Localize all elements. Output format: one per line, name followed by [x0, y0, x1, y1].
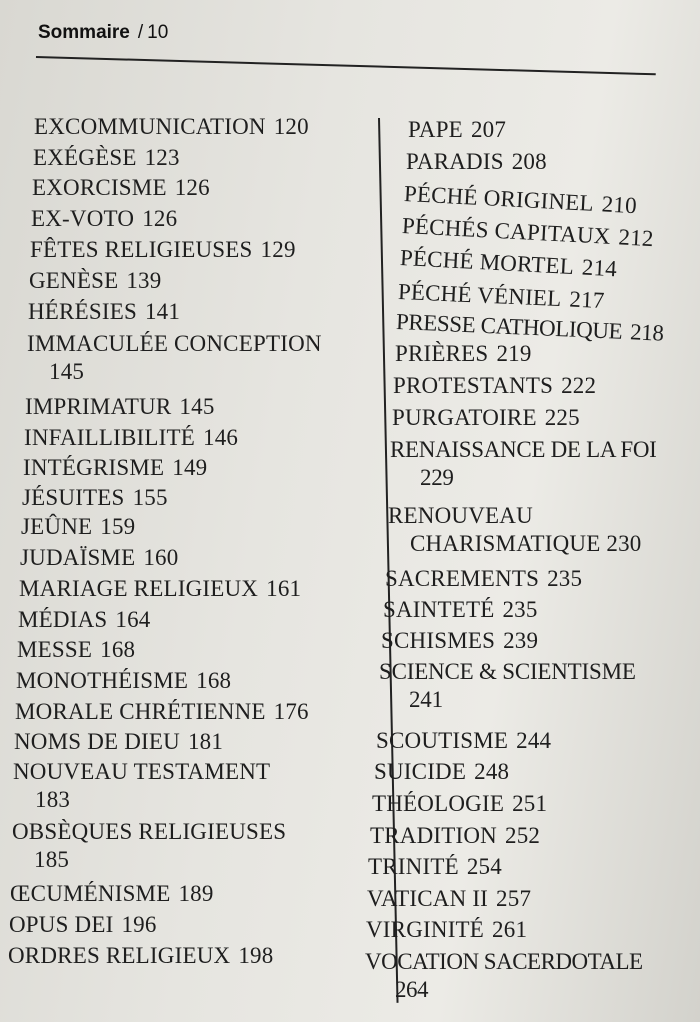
entry-term: SCHISMES [381, 628, 496, 653]
entry-term: VIRGINITÉ [366, 917, 485, 942]
entry-term: PAPE [408, 117, 463, 142]
entry-page: 189 [178, 881, 214, 906]
entry-term: NOUVEAU TESTAMENT [13, 759, 271, 784]
entry-page: 141 [144, 299, 181, 324]
entry-page: 219 [496, 341, 532, 366]
entry-page: 126 [142, 206, 178, 231]
page-number: 10 [147, 22, 169, 43]
entry-term: PRESSE CATHOLIQUE [395, 309, 623, 344]
entry-term: MONOTHÉISME [16, 668, 189, 693]
entry-term: PROTESTANTS [393, 373, 554, 398]
toc-entry [372, 790, 547, 818]
entry-term: RENOUVEAU [388, 503, 533, 528]
toc-entry [374, 758, 509, 786]
toc-entry [8, 942, 273, 970]
entry-page: 244 [516, 728, 552, 753]
toc-entry [383, 596, 538, 624]
toc-entry [370, 822, 540, 850]
toc-entry [34, 113, 309, 141]
entry-term: INTÉGRISME [23, 455, 165, 480]
entry-term: OPUS DEI [9, 912, 114, 937]
toc-entry [368, 853, 502, 881]
toc-entry [33, 144, 180, 172]
entry-page: 248 [474, 759, 510, 784]
entry-page: 261 [492, 917, 528, 942]
entry-term: SUICIDE [374, 759, 467, 784]
entry-page: 198 [238, 943, 274, 968]
entry-page: 239 [503, 628, 539, 653]
entry-page: 208 [511, 149, 547, 174]
entry-term: RENAISSANCE DE LA FOI [390, 437, 657, 462]
entry-page: 146 [203, 425, 239, 450]
toc-entry [406, 148, 547, 176]
entry-page: 214 [581, 254, 618, 282]
entry-page: 251 [512, 791, 548, 816]
toc-entry [10, 880, 214, 908]
entry-term: ŒCUMÉNISME [10, 881, 171, 906]
entry-term: PARADIS [406, 149, 504, 174]
toc-entry [32, 174, 210, 202]
toc-entry [24, 424, 238, 452]
entry-page: 235 [502, 597, 538, 622]
entry-page: 126 [174, 175, 210, 200]
toc-entry [27, 330, 330, 386]
entry-page: 168 [100, 637, 136, 662]
toc-entry [379, 658, 644, 714]
toc-entry [392, 404, 580, 432]
toc-entry [25, 393, 215, 421]
entry-page: 160 [143, 545, 179, 570]
toc-entry [385, 565, 582, 593]
entry-term: INFAILLIBILITÉ [24, 425, 195, 450]
entry-term: IMMACULÉE CONCEPTION [27, 331, 322, 356]
entry-term: OBSÈQUES RELIGIEUSES [12, 819, 287, 844]
toc-entry [15, 698, 309, 726]
entry-term: GENÈSE [29, 268, 119, 293]
entry-term: EXÉGÈSE [33, 145, 137, 170]
toc-entry [21, 513, 135, 541]
entry-page: 145 [49, 359, 85, 384]
entry-term-continued [410, 530, 642, 558]
toc-entry [22, 484, 168, 512]
toc-entry [20, 544, 178, 572]
toc-entry [393, 372, 596, 400]
entry-term: SAINTETÉ [383, 597, 495, 622]
entry-term: NOMS DE DIEU [14, 729, 180, 754]
entry-term: IMPRIMATUR [25, 394, 172, 419]
toc-entry [12, 818, 294, 874]
toc-entry [376, 727, 551, 755]
entry-page: 217 [568, 286, 606, 314]
toc-entry [23, 454, 207, 482]
toc-entry [390, 436, 665, 492]
entry-page: 176 [273, 699, 309, 724]
entry-page: 120 [273, 114, 309, 139]
entry-term: JÉSUITES [22, 485, 125, 510]
entry-term: PÉCHÉS CAPITAUX [401, 213, 612, 249]
entry-term: MÉDIAS [18, 607, 108, 632]
entry-term: PURGATOIRE [392, 405, 537, 430]
entry-term: MESSE [17, 637, 93, 662]
toc-entry [14, 728, 223, 756]
entry-term: THÉOLOGIE [372, 791, 505, 816]
toc-entry [29, 267, 161, 295]
toc-entry [399, 244, 617, 283]
toc-entry [30, 236, 296, 264]
entry-term: HÉRÉSIES [28, 299, 137, 324]
toc-entry [16, 667, 231, 695]
entry-page: 183 [35, 787, 71, 812]
entry-page: 230 [606, 531, 642, 556]
entry-term: PÉCHÉ MORTEL [399, 245, 575, 280]
entry-page: 212 [617, 224, 655, 252]
entry-term: EXORCISME [32, 175, 167, 200]
entry-term: MARIAGE RELIGIEUX [19, 576, 259, 601]
entry-page: 181 [187, 729, 224, 754]
entry-term: JUDAÏSME [20, 545, 136, 570]
toc-entry [19, 575, 301, 603]
entry-page: 210 [601, 191, 638, 219]
entry-page: 129 [260, 237, 296, 262]
toc-entry [365, 948, 651, 1004]
entry-page: 164 [115, 607, 151, 632]
entry-page: 254 [466, 854, 502, 879]
entry-term: VOCATION SACERDOTALE [365, 949, 643, 974]
section-title: Sommaire [38, 22, 130, 43]
entry-page: 168 [196, 668, 232, 693]
toc-entry [17, 636, 135, 664]
entry-term: SCIENCE & SCIENTISME [379, 659, 636, 684]
entry-term: VATICAN II [367, 886, 489, 911]
entry-page: 229 [420, 465, 454, 490]
entry-page: 185 [34, 847, 70, 872]
entry-page: 139 [126, 268, 162, 293]
entry-page: 155 [132, 485, 168, 510]
toc-entry [388, 502, 642, 558]
entry-page: 218 [629, 319, 665, 346]
entry-term: TRADITION [370, 823, 497, 848]
entry-page: 145 [179, 394, 215, 419]
entry-page: 149 [172, 455, 208, 480]
toc-entry [28, 298, 180, 326]
toc-entry [31, 205, 177, 233]
toc-entry [381, 627, 538, 655]
entry-term: EX-VOTO [31, 206, 135, 231]
toc-entry [18, 606, 150, 634]
toc-entry [408, 116, 506, 144]
toc-entry [367, 885, 531, 913]
entry-page: 207 [470, 117, 507, 142]
entry-page: 196 [121, 912, 157, 937]
entry-term: PÉCHÉ ORIGINEL [403, 181, 595, 216]
header-separator: / [137, 22, 144, 43]
toc-entry [13, 758, 278, 814]
entry-term: TRINITÉ [368, 854, 459, 879]
entry-page: 235 [547, 566, 583, 591]
entry-term-cont: CHARISMATIQUE [410, 531, 601, 556]
entry-page: 252 [505, 823, 541, 848]
entry-term: ORDRES RELIGIEUX [8, 943, 231, 968]
entry-term: SACREMENTS [385, 566, 540, 591]
entry-page: 241 [409, 687, 443, 712]
entry-term: EXCOMMUNICATION [34, 114, 266, 139]
toc-entry [395, 340, 532, 368]
entry-term: MORALE CHRÉTIENNE [15, 699, 266, 724]
entry-term: PÉCHÉ VÉNIEL [397, 279, 563, 312]
entry-page: 257 [496, 886, 532, 911]
entry-page: 159 [100, 514, 136, 539]
page-header [38, 22, 168, 44]
entry-term: JEÛNE [21, 514, 93, 539]
entry-page: 222 [561, 373, 597, 398]
entry-page: 161 [266, 576, 302, 601]
entry-term: SCOUTISME [376, 728, 509, 753]
entry-term: FÊTES RELIGIEUSES [30, 237, 253, 262]
entry-page: 123 [144, 145, 180, 170]
entry-term: PRIÈRES [395, 341, 489, 366]
toc-entry [9, 911, 157, 939]
toc-entry [366, 916, 527, 944]
entry-page: 225 [544, 405, 580, 430]
entry-page: 264 [395, 977, 428, 1002]
header-rule [36, 56, 656, 75]
